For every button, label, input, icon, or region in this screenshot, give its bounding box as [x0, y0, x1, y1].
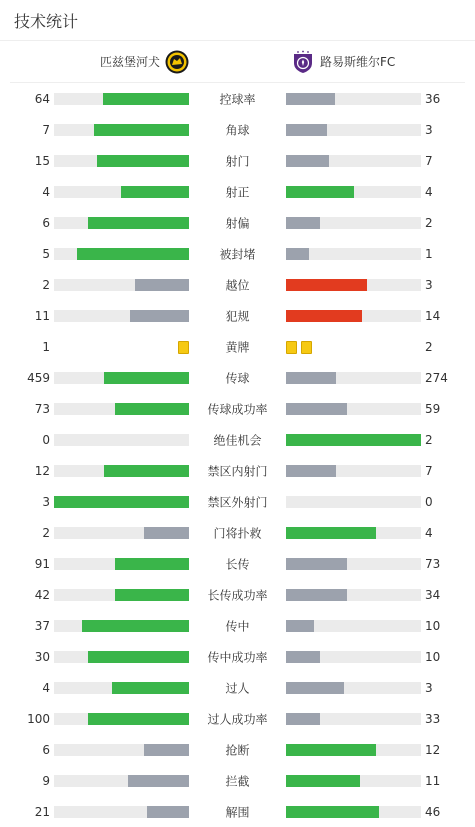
away-stat-bar-track — [286, 124, 421, 136]
away-stat-bar-track — [286, 589, 421, 601]
stat-label: 禁区外射门 — [207, 495, 268, 509]
away-stat-bar — [286, 806, 379, 818]
stat-row — [0, 796, 475, 827]
stat-label: 门将扑救 — [213, 526, 262, 540]
away-stat-bar — [286, 527, 376, 539]
home-stat-bar-track — [54, 682, 189, 694]
away-stat-value: 33 — [425, 711, 441, 726]
home-stat-bar-track — [54, 93, 189, 105]
pittsburgh-riverhounds-logo-icon — [165, 50, 189, 74]
yellow-card-icon — [286, 341, 297, 354]
away-stat-bar-track — [286, 527, 421, 539]
away-stat-value: 36 — [425, 91, 441, 106]
home-stat-value: 4 — [42, 680, 50, 695]
away-stat-value: 14 — [425, 308, 441, 323]
stat-label: 长传成功率 — [207, 588, 268, 602]
stat-label: 传球 — [225, 371, 250, 385]
home-stat-bar-track — [54, 186, 189, 198]
home-stat-bar — [121, 186, 189, 198]
away-team[interactable] — [291, 41, 395, 82]
away-stat-bar-track — [286, 744, 421, 756]
stat-label: 传中成功率 — [207, 650, 268, 664]
away-stat-bar-track — [286, 310, 421, 322]
away-stat-value: 46 — [425, 804, 441, 819]
away-stat-bar — [286, 93, 335, 105]
away-stat-value: 1 — [425, 246, 433, 261]
stat-label: 绝佳机会 — [213, 433, 262, 447]
away-stat-bar — [286, 248, 309, 260]
home-stat-value: 64 — [34, 91, 50, 106]
away-stat-bar-track — [286, 186, 421, 198]
away-yellow-cards — [286, 341, 312, 353]
away-stat-bar — [286, 465, 336, 477]
home-stat-bar-track — [54, 527, 189, 539]
away-stat-bar-track — [286, 806, 421, 818]
away-stat-bar — [286, 124, 327, 136]
stat-row — [0, 145, 475, 176]
away-stat-bar — [286, 279, 367, 291]
stat-row — [0, 517, 475, 548]
home-stat-bar — [54, 496, 189, 508]
stat-label: 过人成功率 — [207, 712, 268, 726]
away-stat-value: 2 — [425, 215, 433, 230]
away-stat-value: 7 — [425, 153, 433, 168]
away-stat-bar-track — [286, 248, 421, 260]
away-stat-bar — [286, 217, 320, 229]
home-stat-bar-track — [54, 248, 189, 260]
away-stat-value: 10 — [425, 649, 441, 664]
home-stat-bar-track — [54, 465, 189, 477]
stat-label: 长传 — [225, 557, 250, 571]
away-stat-value: 3 — [425, 277, 433, 292]
away-stat-bar-track — [286, 465, 421, 477]
stat-row — [0, 176, 475, 207]
home-stat-bar — [82, 620, 189, 632]
home-stat-value: 100 — [27, 711, 50, 726]
home-stat-bar — [112, 682, 189, 694]
home-stat-bar — [104, 372, 189, 384]
stat-label: 角球 — [225, 123, 250, 137]
home-stat-bar-track — [54, 434, 189, 446]
stat-label: 解围 — [225, 805, 250, 819]
home-stat-bar — [94, 124, 189, 136]
away-stat-value: 73 — [425, 556, 441, 571]
stat-row — [0, 83, 475, 114]
away-stat-bar-track — [286, 682, 421, 694]
stat-label: 抢断 — [225, 743, 250, 757]
stat-row — [0, 455, 475, 486]
home-stat-bar — [147, 806, 189, 818]
away-stat-value: 59 — [425, 401, 441, 416]
stat-row — [0, 672, 475, 703]
away-stat-bar-track — [286, 496, 421, 508]
yellow-card-icon — [301, 341, 312, 354]
stat-row — [0, 548, 475, 579]
home-stat-bar-track — [54, 775, 189, 787]
away-stat-bar-track — [286, 217, 421, 229]
away-stat-bar — [286, 682, 344, 694]
stat-label: 射偏 — [225, 216, 250, 230]
home-stat-bar-track — [54, 403, 189, 415]
stat-row — [0, 114, 475, 145]
stat-row — [0, 300, 475, 331]
home-stat-value: 2 — [42, 525, 50, 540]
away-stat-bar-track — [286, 93, 421, 105]
home-stat-bar — [135, 279, 189, 291]
stat-label: 射门 — [225, 154, 250, 168]
home-stat-bar-track — [54, 310, 189, 322]
home-stat-bar-track — [54, 217, 189, 229]
home-stat-value: 4 — [42, 184, 50, 199]
away-stat-bar-track — [286, 775, 421, 787]
away-stat-value: 4 — [425, 184, 433, 199]
home-stat-bar-track — [54, 620, 189, 632]
home-stat-bar-track — [54, 372, 189, 384]
home-stat-bar — [88, 713, 189, 725]
away-stat-bar-track — [286, 620, 421, 632]
stat-row — [0, 362, 475, 393]
away-stat-bar-track — [286, 372, 421, 384]
away-stat-bar — [286, 620, 314, 632]
stat-label: 传球成功率 — [207, 402, 268, 416]
home-stat-bar-track — [54, 713, 189, 725]
stat-row — [0, 269, 475, 300]
stat-row — [0, 393, 475, 424]
home-stat-bar — [97, 155, 189, 167]
away-stat-value: 2 — [425, 432, 433, 447]
home-stat-bar — [88, 217, 189, 229]
home-stat-value: 11 — [34, 308, 50, 323]
away-stat-bar-track — [286, 403, 421, 415]
away-stat-bar — [286, 651, 320, 663]
away-stat-bar — [286, 713, 320, 725]
away-stat-value: 3 — [425, 122, 433, 137]
away-stat-bar-track — [286, 434, 421, 446]
away-team-name: 路易斯维尔FC — [320, 55, 396, 69]
home-stat-value: 3 — [42, 494, 50, 509]
home-stat-bar — [104, 465, 189, 477]
away-stat-bar-track — [286, 713, 421, 725]
home-yellow-cards — [178, 341, 189, 353]
away-stat-value: 12 — [425, 742, 441, 757]
away-stat-value: 274 — [425, 370, 448, 385]
stat-row — [0, 207, 475, 238]
home-stat-bar — [144, 527, 189, 539]
home-stat-value: 73 — [34, 401, 50, 416]
teams-header — [10, 41, 465, 83]
home-stat-value: 12 — [34, 463, 50, 478]
home-team-name: 匹兹堡河犬 — [99, 55, 160, 69]
stat-row — [0, 734, 475, 765]
stat-label: 犯规 — [225, 309, 250, 323]
home-stat-bar — [103, 93, 189, 105]
away-stat-bar — [286, 403, 347, 415]
home-stat-bar — [77, 248, 189, 260]
stat-label: 射正 — [225, 185, 250, 199]
stat-label: 被封堵 — [219, 247, 256, 261]
away-stat-value: 4 — [425, 525, 433, 540]
away-stat-value: 3 — [425, 680, 433, 695]
home-stat-bar-track — [54, 279, 189, 291]
away-stat-bar — [286, 155, 329, 167]
home-stat-bar-track — [54, 558, 189, 570]
stat-row — [0, 238, 475, 269]
away-stat-value: 7 — [425, 463, 433, 478]
home-stat-value: 30 — [34, 649, 50, 664]
home-stat-bar-track — [54, 124, 189, 136]
stat-row — [0, 486, 475, 517]
home-stat-bar-track — [54, 806, 189, 818]
away-stat-bar — [286, 310, 362, 322]
stat-row — [0, 641, 475, 672]
home-stat-value: 5 — [42, 246, 50, 261]
home-stat-value: 37 — [34, 618, 50, 633]
home-stat-value: 0 — [42, 432, 50, 447]
away-stat-value: 10 — [425, 618, 441, 633]
home-stat-bar — [144, 744, 189, 756]
stat-label: 过人 — [225, 681, 250, 695]
home-stat-bar — [115, 589, 189, 601]
stat-label: 传中 — [225, 619, 250, 633]
away-stat-bar-track — [286, 155, 421, 167]
home-stat-bar — [88, 651, 189, 663]
home-stat-value: 7 — [42, 122, 50, 137]
stat-row — [0, 424, 475, 455]
away-stat-value: 0 — [425, 494, 433, 509]
away-stat-bar — [286, 744, 376, 756]
away-stat-bar — [286, 434, 421, 446]
away-stat-value: 11 — [425, 773, 441, 788]
stat-label: 黄牌 — [225, 340, 250, 354]
home-stat-bar-track — [54, 744, 189, 756]
home-team[interactable] — [100, 41, 189, 82]
away-stat-bar — [286, 558, 347, 570]
away-stat-value: 2 — [425, 339, 433, 354]
stat-row — [0, 331, 475, 362]
home-stat-bar-track — [54, 155, 189, 167]
page-title: 技术统计 — [14, 11, 79, 31]
home-stat-value: 459 — [27, 370, 50, 385]
home-stat-value: 6 — [42, 215, 50, 230]
home-stat-bar — [128, 775, 189, 787]
home-stat-bar-track — [54, 651, 189, 663]
home-stat-value: 21 — [34, 804, 50, 819]
home-stat-value: 2 — [42, 277, 50, 292]
stat-row — [0, 765, 475, 796]
louisville-city-fc-logo-icon — [291, 50, 315, 74]
stat-row — [0, 703, 475, 734]
home-stat-value: 42 — [34, 587, 50, 602]
home-stat-value: 6 — [42, 742, 50, 757]
home-stat-bar — [115, 403, 189, 415]
away-stat-value: 34 — [425, 587, 441, 602]
home-stat-bar — [130, 310, 189, 322]
home-stat-value: 91 — [34, 556, 50, 571]
away-stat-bar — [286, 775, 360, 787]
home-stat-bar — [115, 558, 189, 570]
home-stat-bar-track — [54, 496, 189, 508]
home-stat-value: 15 — [34, 153, 50, 168]
home-stat-value: 1 — [42, 339, 50, 354]
away-stat-bar — [286, 589, 347, 601]
away-stat-bar — [286, 186, 354, 198]
home-stat-bar-track — [54, 589, 189, 601]
home-stat-value: 9 — [42, 773, 50, 788]
stat-label: 控球率 — [219, 92, 256, 106]
stat-label: 禁区内射门 — [207, 464, 268, 478]
page-header — [0, 0, 475, 41]
away-stat-bar-track — [286, 279, 421, 291]
away-stat-bar-track — [286, 651, 421, 663]
stat-row — [0, 610, 475, 641]
yellow-card-icon — [178, 341, 189, 354]
stat-label: 拦截 — [225, 774, 250, 788]
away-stat-bar — [286, 372, 336, 384]
away-stat-bar-track — [286, 558, 421, 570]
stat-row — [0, 579, 475, 610]
stat-label: 越位 — [225, 278, 250, 292]
